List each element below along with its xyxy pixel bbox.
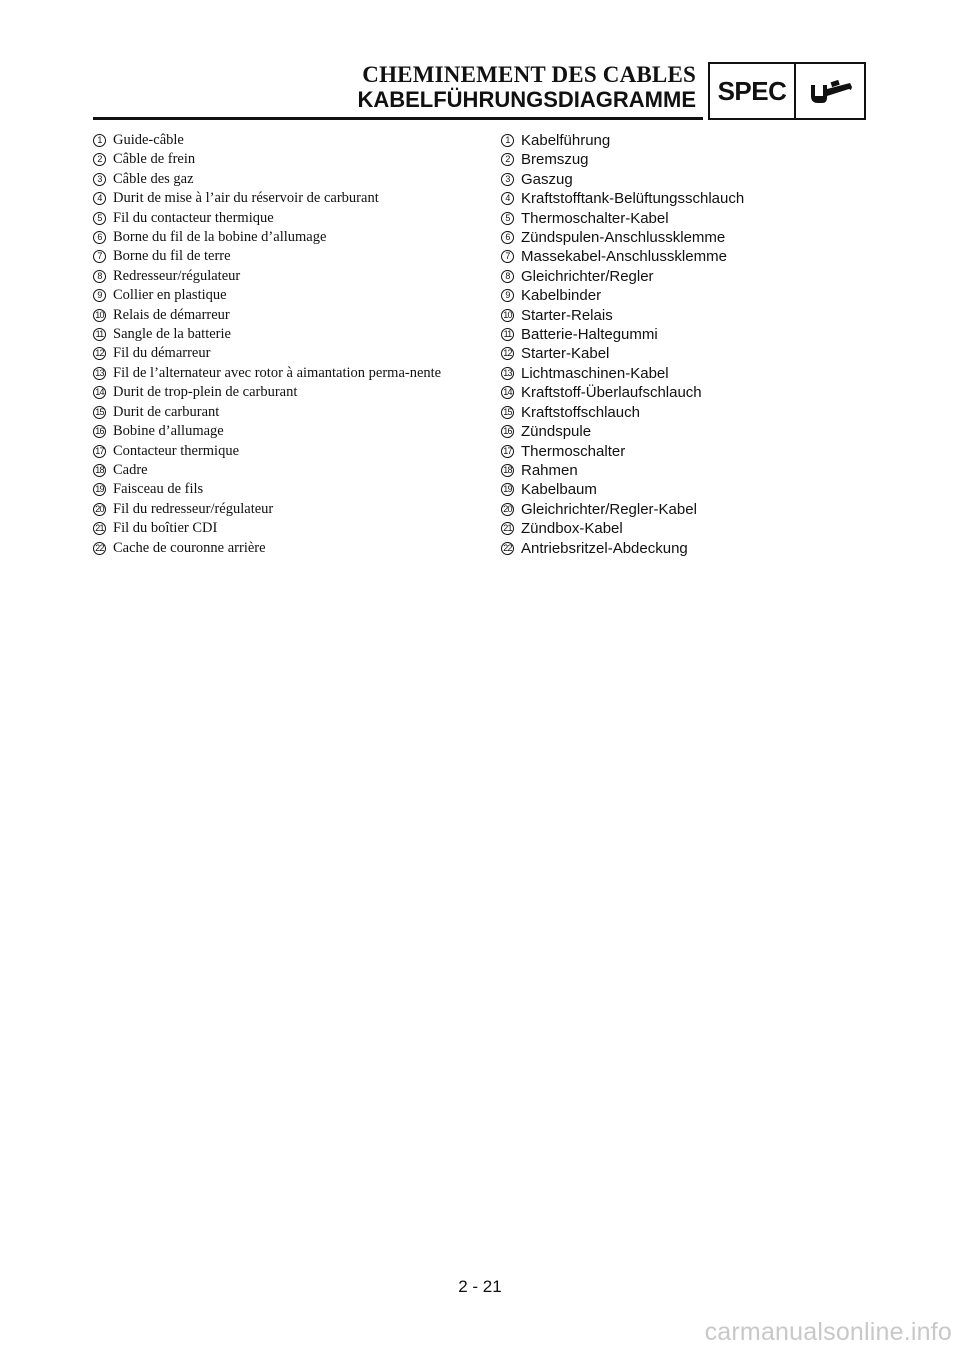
list-item: [93, 383, 465, 402]
item-number-badge: 8: [93, 270, 106, 283]
item-text: Câble des gaz: [113, 170, 194, 187]
item-number-badge: 22: [501, 542, 514, 555]
item-number-badge: 18: [93, 464, 106, 477]
list-item: [93, 170, 465, 189]
item-text: Cache de couronne arrière: [113, 539, 266, 556]
spec-label: SPEC: [710, 64, 796, 118]
item-text: Zündbox-Kabel: [521, 520, 623, 538]
item-number-badge: 8: [501, 270, 514, 283]
item-text: Kraftstoff-Überlaufschlauch: [521, 384, 702, 402]
list-item: [93, 131, 465, 150]
item-text: Rahmen: [521, 461, 578, 479]
list-item: [93, 344, 465, 363]
legend-list-german: [501, 131, 801, 558]
item-text: Contacteur thermique: [113, 442, 240, 459]
item-text: Zündspulen-Anschlussklemme: [521, 229, 726, 247]
item-number-badge: 15: [93, 406, 106, 419]
list-item: [501, 170, 801, 189]
item-text: Fil du démarreur: [113, 345, 211, 362]
item-number-badge: 17: [93, 445, 106, 458]
item-number-badge: 20: [501, 503, 514, 516]
item-text: Kraftstoffschlauch: [521, 403, 640, 421]
wrench-icon: [796, 64, 864, 118]
item-text: Collier en plastique: [113, 287, 227, 304]
list-item: [501, 189, 801, 208]
item-number-badge: 4: [501, 192, 514, 205]
list-item: [501, 247, 801, 266]
list-item: [93, 209, 465, 228]
list-item: [93, 539, 465, 558]
list-item: [93, 306, 465, 325]
item-number-badge: 3: [501, 173, 514, 186]
page-number: 2 - 21: [458, 1277, 502, 1296]
item-text: Bobine d’allumage: [113, 423, 224, 440]
list-item: [501, 209, 801, 228]
item-number-badge: 4: [93, 192, 106, 205]
item-number-badge: 21: [93, 522, 106, 535]
item-number-badge: 18: [501, 464, 514, 477]
list-item: [501, 480, 801, 499]
list-item: [93, 442, 465, 461]
item-number-badge: 6: [501, 231, 514, 244]
item-text: Gaszug: [521, 170, 573, 188]
list-item: [501, 383, 801, 402]
spec-section-badge: [708, 62, 866, 120]
item-number-badge: 2: [93, 153, 106, 166]
list-item: [501, 442, 801, 461]
item-text: Kabelbaum: [521, 481, 597, 499]
list-item: [93, 480, 465, 499]
item-number-badge: 14: [501, 386, 514, 399]
item-number-badge: 9: [93, 289, 106, 302]
item-text: Thermoschalter: [521, 442, 626, 460]
list-item: [93, 189, 465, 208]
item-number-badge: 12: [93, 347, 106, 360]
item-text: Fil de l’alternateur avec rotor à aimantation perma-nente: [113, 364, 442, 381]
list-item: [501, 131, 801, 150]
item-number-badge: 13: [93, 367, 106, 380]
item-text: Bremszug: [521, 151, 589, 169]
item-number-badge: 7: [501, 250, 514, 263]
list-item: [501, 519, 801, 538]
item-number-badge: 20: [93, 503, 106, 516]
item-number-badge: 16: [501, 425, 514, 438]
item-number-badge: 13: [501, 367, 514, 380]
item-number-badge: 7: [93, 250, 106, 263]
list-item: [93, 286, 465, 305]
item-text: Gleichrichter/Regler-Kabel: [521, 500, 697, 518]
item-number-badge: 19: [93, 483, 106, 496]
list-item: [501, 539, 801, 558]
list-item: [501, 461, 801, 480]
item-text: Cadre: [113, 461, 148, 478]
item-number-badge: 21: [501, 522, 514, 535]
item-number-badge: 11: [93, 328, 106, 341]
item-number-badge: 14: [93, 386, 106, 399]
header-divider: [93, 117, 703, 120]
list-item: [501, 325, 801, 344]
item-text: Durit de carburant: [113, 403, 220, 420]
list-item: [501, 267, 801, 286]
item-text: Kabelführung: [521, 132, 611, 149]
item-text: Lichtmaschinen-Kabel: [521, 364, 669, 382]
page-title-french: CHEMINEMENT DES CABLES: [362, 62, 696, 87]
list-item: [501, 306, 801, 325]
watermark: carmanualsonline.info: [704, 1318, 952, 1346]
list-item: [93, 519, 465, 538]
item-number-badge: 10: [501, 309, 514, 322]
item-number-badge: 6: [93, 231, 106, 244]
item-number-badge: 15: [501, 406, 514, 419]
item-text: Gleichrichter/Regler: [521, 267, 654, 285]
item-text: Sangle de la batterie: [113, 326, 231, 343]
list-item: [93, 500, 465, 519]
item-number-badge: 1: [501, 134, 514, 147]
list-item: [93, 325, 465, 344]
item-text: Thermoschalter-Kabel: [521, 209, 669, 227]
item-number-badge: 19: [501, 483, 514, 496]
item-number-badge: 5: [93, 212, 106, 225]
item-text: Faisceau de fils: [113, 481, 204, 498]
list-item: [501, 403, 801, 422]
legend-list-french: [93, 131, 465, 558]
page-title-german: KABELFÜHRUNGSDIAGRAMME: [357, 87, 696, 112]
item-text: Fil du contacteur thermique: [113, 209, 274, 226]
item-number-badge: 1: [93, 134, 106, 147]
item-text: Kabelbinder: [521, 287, 602, 305]
item-number-badge: 17: [501, 445, 514, 458]
item-text: Massekabel-Anschlussklemme: [521, 248, 727, 266]
list-item: [501, 286, 801, 305]
item-number-badge: 5: [501, 212, 514, 225]
item-number-badge: 2: [501, 153, 514, 166]
list-item: [501, 500, 801, 519]
list-item: [501, 150, 801, 169]
item-text: Starter-Relais: [521, 306, 613, 324]
item-text: Starter-Kabel: [521, 345, 610, 363]
item-text: Durit de mise à l’air du réservoir de carburant: [113, 190, 379, 207]
item-number-badge: 9: [501, 289, 514, 302]
list-item: [93, 422, 465, 441]
item-number-badge: 10: [93, 309, 106, 322]
item-number-badge: 3: [93, 173, 106, 186]
list-item: [501, 344, 801, 363]
list-item: [501, 228, 801, 247]
list-item: [93, 364, 465, 383]
item-text: Borne du fil de terre: [113, 248, 231, 265]
list-item: [93, 461, 465, 480]
item-text: Fil du boîtier CDI: [113, 520, 218, 537]
item-text: Zündspule: [521, 423, 592, 441]
item-number-badge: 12: [501, 347, 514, 360]
item-text: Durit de trop-plein de carburant: [113, 384, 298, 401]
item-text: Fil du redresseur/régulateur: [113, 500, 274, 517]
item-text: Batterie-Haltegummi: [521, 326, 658, 344]
item-number-badge: 22: [93, 542, 106, 555]
item-text: Borne du fil de la bobine d’allumage: [113, 229, 327, 246]
list-item: [93, 247, 465, 266]
item-text: Guide-câble: [113, 132, 184, 148]
item-text: Kraftstofftank-Belüftungsschlauch: [521, 190, 745, 208]
list-item: [501, 422, 801, 441]
list-item: [93, 228, 465, 247]
item-text: Antriebsritzel-Abdeckung: [521, 539, 688, 557]
list-item: [93, 267, 465, 286]
item-text: Relais de démarreur: [113, 306, 230, 323]
item-text: Câble de frein: [113, 151, 196, 168]
item-text: Redresseur/régulateur: [113, 267, 241, 284]
item-number-badge: 16: [93, 425, 106, 438]
list-item: [93, 403, 465, 422]
list-item: [501, 364, 801, 383]
item-number-badge: 11: [501, 328, 514, 341]
list-item: [93, 150, 465, 169]
